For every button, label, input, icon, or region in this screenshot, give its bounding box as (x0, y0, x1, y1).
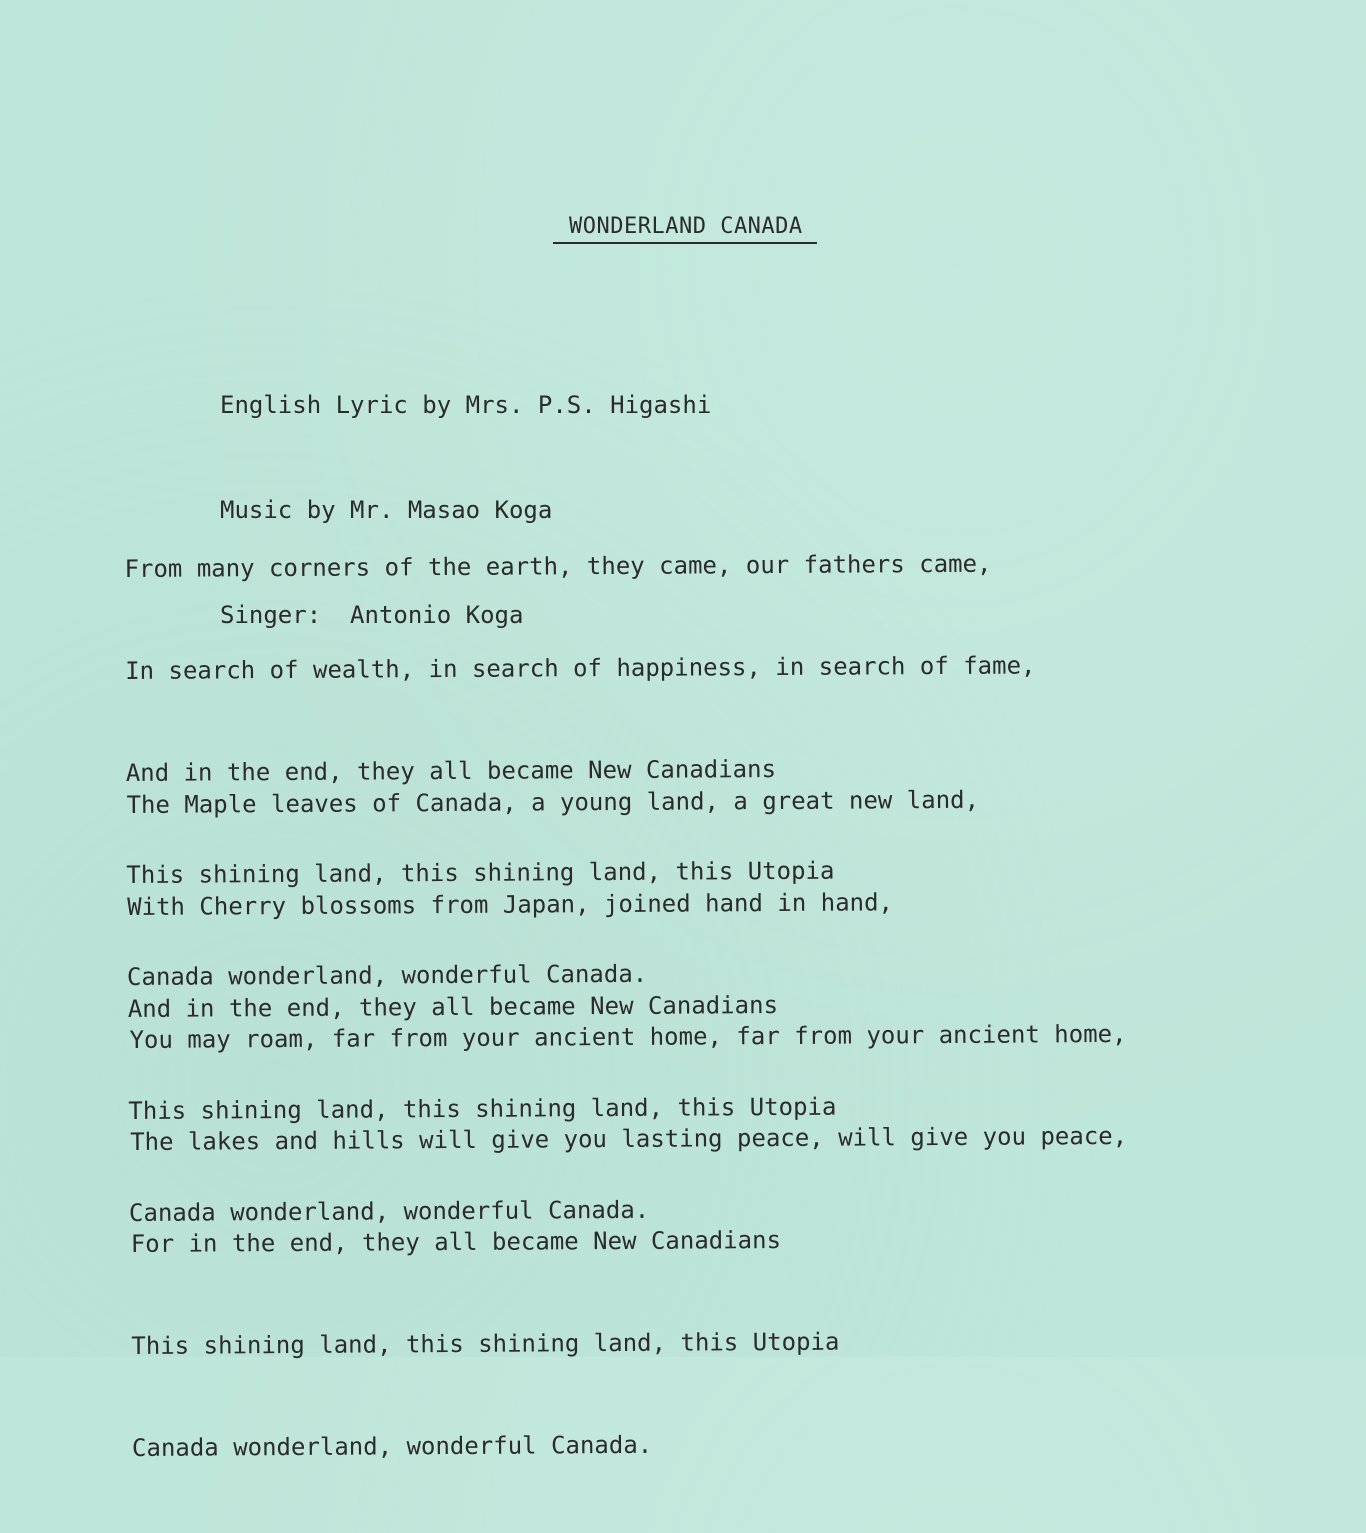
lyric-line: This shining land, this shining land, this Utopia (128, 1092, 837, 1125)
lyric-line: From many corners of the earth, they came, our fathers came, (124, 549, 992, 583)
credit-singer: Singer: Antonio Koga (220, 601, 524, 629)
lyric-line: Canada wonderland, wonderful Canada. (131, 1430, 653, 1462)
lyric-line: For in the end, they all became New Canadians (130, 1226, 782, 1258)
lyric-line: This shining land, this shining land, this Utopia (131, 1327, 840, 1360)
document-title: WONDERLAND CANADA (553, 214, 817, 244)
lyric-line: Canada wonderland, wonderful Canada. (128, 1195, 650, 1227)
lyric-line: You may roam, far from your ancient home, far from your ancient home, (129, 1019, 1127, 1054)
lyric-line: The Maple leaves of Canada, a young land, a great new land, (126, 785, 980, 819)
credit-composer: Music by Mr. Masao Koga (220, 496, 553, 524)
lyric-line: And in the end, they all became New Canadians (127, 991, 779, 1023)
lyric-line: With Cherry blossoms from Japan, joined hand in hand, (127, 888, 894, 921)
lyric-line: Canada wonderland, wonderful Canada. (126, 959, 648, 991)
lyric-line: The lakes and hills will give you lasting peace, will give you peace, (130, 1121, 1128, 1156)
stanza-3 (126, 949, 1130, 1533)
lyric-line: In search of wealth, in search of happiness, in search of fame, (125, 651, 1036, 685)
lyric-line: And in the end, they all became New Canadians (125, 755, 777, 787)
credit-lyricist: English Lyric by Mrs. P.S. Higashi (220, 391, 712, 419)
lyric-line: This shining land, this shining land, this Utopia (126, 856, 835, 889)
